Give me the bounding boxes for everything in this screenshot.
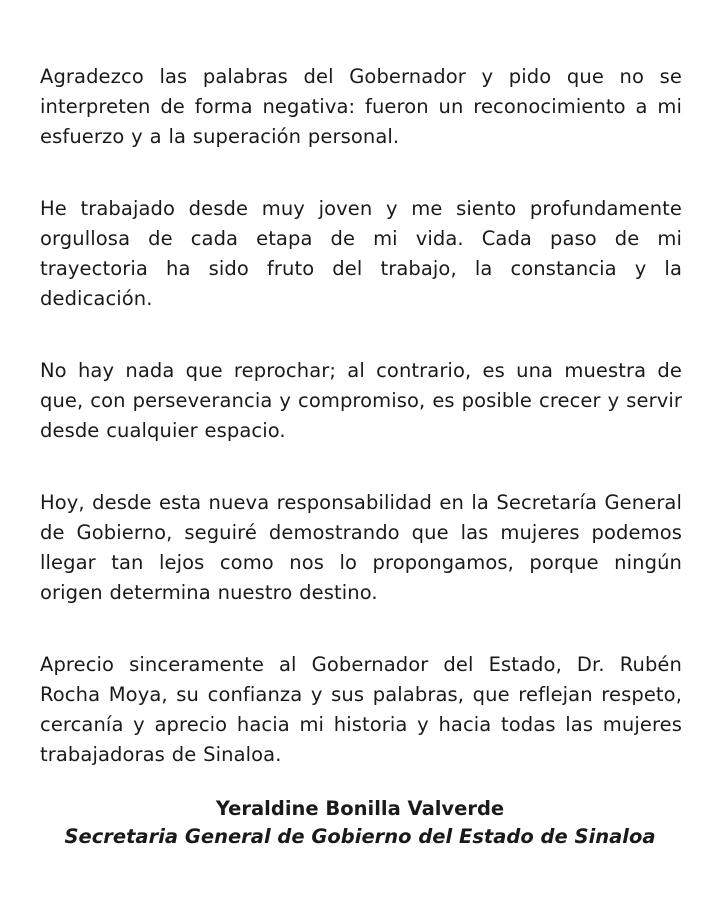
paragraph-perseverance: No hay nada que reprochar; al contrario, es una muestra de que, con perseverancia y compromiso, es posible crecer y servir desde cualquier espacio. [40, 359, 682, 442]
signature-name: Yeraldine Bonilla Valverde [215, 797, 505, 820]
statement-body [40, 62, 682, 770]
signature-block [0, 795, 720, 851]
paragraph-appreciation: Aprecio sinceramente al Gobernador del Estado, Dr. Rubén Rocha Moya, su confianza y sus palabras, que reflejan respeto, cercanía y aprecio hacia mi historia y hacia todas las mujeres trabajadoras de Sinaloa. [40, 653, 682, 766]
paragraph-new-responsibility: Hoy, desde esta nueva responsabilidad en la Secretaría General de Gobierno, seguiré demostrando que las mujeres podemos llegar tan lejos como nos lo propongamos, porque ningún origen determina nuestro destino. [40, 491, 682, 604]
paragraph-gratitude: Agradezco las palabras del Gobernador y pido que no se interpreten de forma negativa: fueron un reconocimiento a mi esfuerzo y a la superación personal. [40, 65, 682, 148]
paragraph-trajectory: He trabajado desde muy joven y me siento profundamente orgullosa de cada etapa de mi vida. Cada paso de mi trayectoria ha sido fruto del trabajo, la constancia y la dedicación. [40, 197, 682, 310]
signature-title: Secretaria General de Gobierno del Estado de Sinaloa [64, 825, 656, 848]
